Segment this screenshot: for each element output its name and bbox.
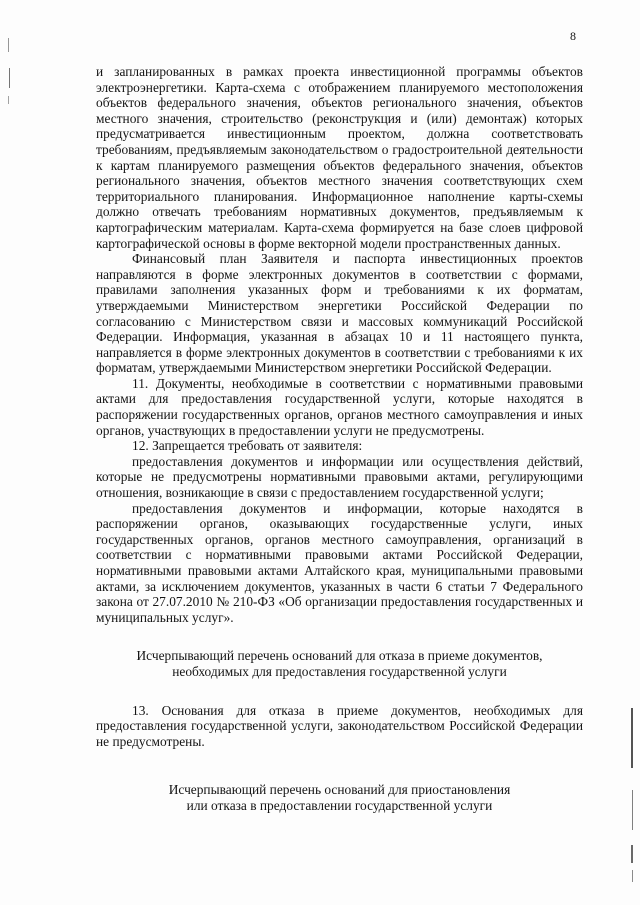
heading-line: или отказа в предоставлении государственной услуги bbox=[186, 797, 493, 813]
document-body bbox=[96, 64, 583, 814]
section-heading-refusal-documents bbox=[96, 648, 583, 679]
heading-line: необходимых для предоставления государственной услуги bbox=[172, 663, 507, 679]
heading-line: Исчерпывающий перечень оснований для приостановления bbox=[168, 782, 511, 798]
section-heading-suspension bbox=[96, 782, 583, 813]
scan-artifact bbox=[632, 870, 633, 882]
paragraph-financial-plan: Финансовый план Заявителя и паспорта инвестиционных проектов направляются в форме электронных документов в соответствии с формами, правилами заполнения указанных форм и требованиями к их форматам, утверждаемыми Министерством энергетики Российской Федерации по согласованию с Министерством связи и массовых коммуникаций Российской Федерации. Информация, указанная в абзацах 10 и 11 настоящего пункта, направляется в форме электронных документов в соответствии с требованиями к их форматам, утверждаемыми Министерством энергетики Российской Федерации. bbox=[96, 251, 583, 376]
paragraph-item-13: 13. Основания для отказа в приеме документов, необходимых для предоставления государственной услуги, законодательством Российской Федерации не предусмотрены. bbox=[96, 702, 583, 749]
scan-artifact bbox=[631, 845, 633, 863]
heading-line: Исчерпывающий перечень оснований для отказа в приеме документов, bbox=[136, 648, 543, 664]
scan-artifact bbox=[631, 708, 633, 768]
paragraph-map-scheme: и запланированных в рамках проекта инвестиционной программы объектов электроэнергетики. Карта-схема с отображением планируемого местоположения объектов федерального значения, объектов регионального значения, объектов местного значения, строительство (реконструкция и (или) демонтаж) которых предусматривается инвестиционным проектом, должна соответствовать требованиям, предъявляемым законодательством о градостроительной деятельности к картам планируемого размещения объектов федерального значения, объектов регионального значения, объектов местного значения соответствующих схем территориального планирования. Информационное наполнение карты-схемы должно отвечать требованиям нормативных документов, предъявляемым к картографическим материалам. Карта-схема формируется на базе слоев цифровой картографической основы в форме векторной модели пространственных данных. bbox=[96, 64, 583, 251]
scan-artifact bbox=[9, 68, 10, 88]
scan-artifact bbox=[8, 38, 9, 52]
paragraph-prohibition-2: предоставления документов и информации, которые находятся в распоряжении органов, оказывающих государственные услуги, иных государственных органов, органов местного самоуправления, организаций в соответствии с нормативными правовыми актами Российской Федерации, нормативными правовыми актами Алтайского края, муниципальными правовыми актами, за исключением документов, указанных в части 6 статьи 7 Федерального закона от 27.07.2010 № 210-ФЗ «Об организации предоставления государственных и муниципальных услуг». bbox=[96, 500, 583, 625]
scan-artifact bbox=[632, 790, 633, 830]
scan-artifact bbox=[8, 96, 9, 104]
paragraph-item-11: 11. Документы, необходимые в соответствии с нормативными правовыми актами для предоставления государственной услуги, которые находятся в распоряжении государственных органов, органов местного самоуправления и иных органов, участвующих в предоставлении услуги не предусмотрены. bbox=[96, 375, 583, 438]
paragraph-item-12: 12. Запрещается требовать от заявителя: bbox=[132, 438, 363, 454]
page-number: 8 bbox=[570, 29, 576, 43]
paragraph-prohibition-1: предоставления документов и информации или осуществления действий, которые не предусмотрены нормативными правовыми актами, регулирующими отношения, возникающие в связи с предоставлением государственной услуги; bbox=[96, 453, 583, 501]
